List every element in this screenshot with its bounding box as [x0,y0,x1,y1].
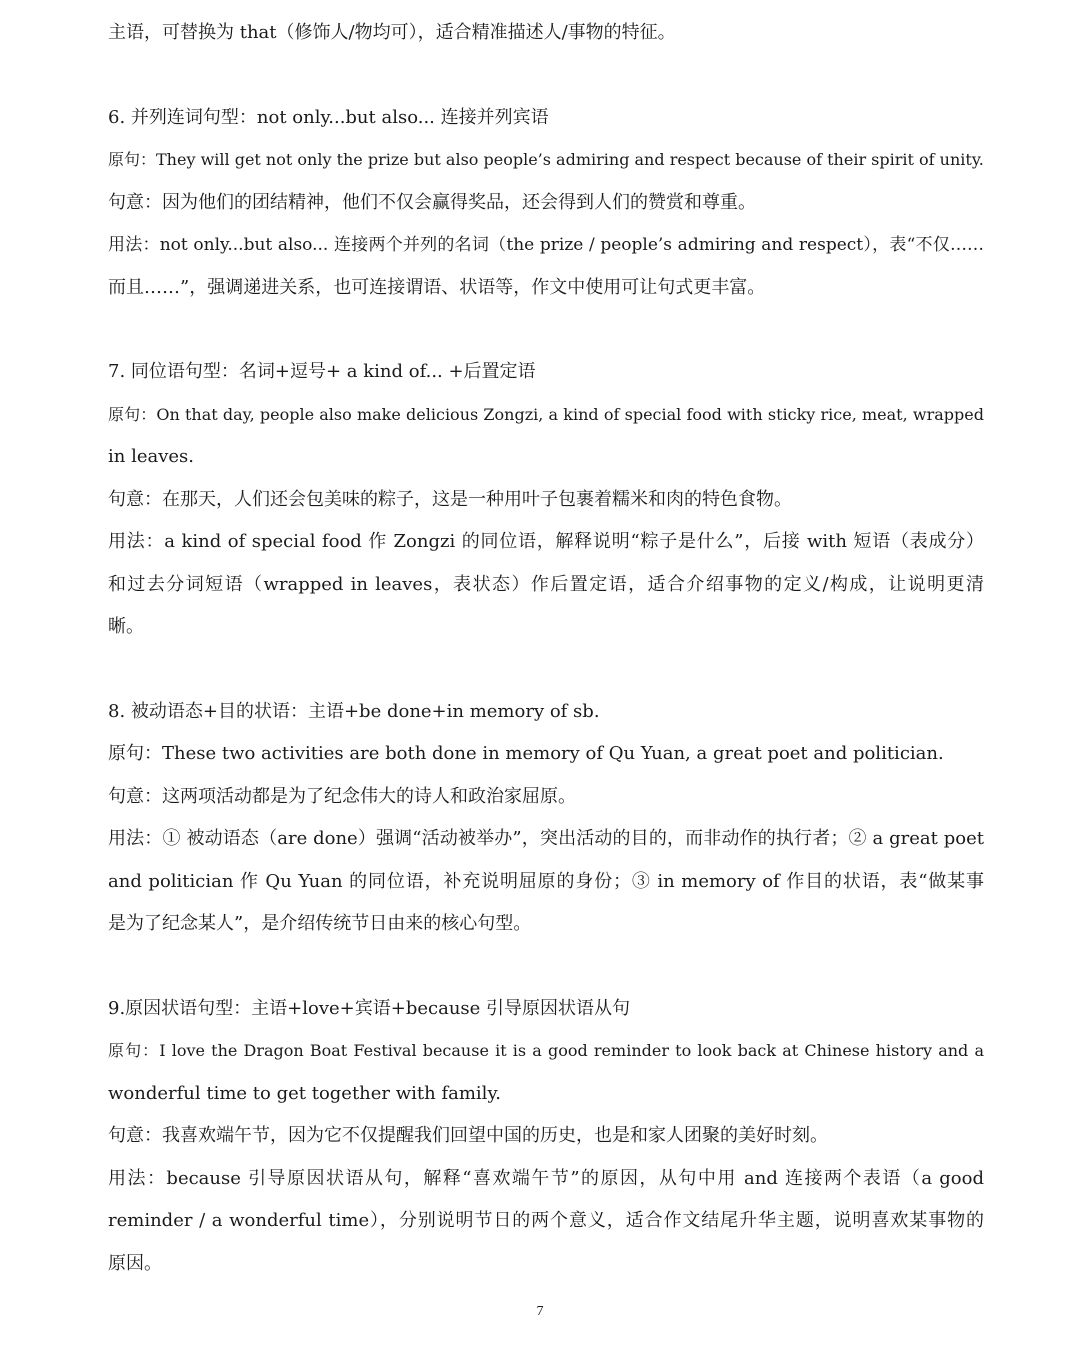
sentence-meaning: 句意：这两项活动都是为了纪念伟大的诗人和政治家屈原。 [108,785,576,807]
sentence-meaning: 句意：因为他们的团结精神，他们不仅会赢得奖品，还会得到人们的赞赏和尊重。 [108,191,756,213]
sentence-meaning: 句意：我喜欢端午节，因为它不仅提醒我们回望中国的历史，也是和家人团聚的美好时刻。 [108,1125,828,1146]
usage-line: 用法：not only...but also... 连接两个并列的名词（the prize / people’s admiring and respect），表“不仅…… [108,235,984,255]
sentence-meaning: 句意：在那天，人们还会包美味的粽子，这是一种用叶子包裹着糯米和肉的特色食物。 [108,488,792,510]
usage-line: 而且……”，强调递进关系，也可连接谓语、状语等，作文中使用可让句式更丰富。 [108,276,766,298]
section-heading: 6. 并列连词句型：not only...but also... 连接并列宾语 [108,106,549,128]
section-8 [108,691,984,946]
original-sentence: in leaves. [108,446,194,467]
usage-line: 用法：① 被动语态（are done）强调“活动被举办”，突出活动的目的，而非动作的执行者；② a great poet [108,828,984,849]
section-7 [108,351,984,649]
section-heading: 9.原因状语句型：主语+love+宾语+because 引导原因状语从句 [108,997,631,1019]
original-sentence: wonderful time to get together with family. [108,1082,501,1104]
section-9 [108,988,984,1286]
original-sentence: 原句：They will get not only the prize but also people’s admiring and respect because of their spirit of unity. [108,150,984,169]
section-heading: 7. 同位语句型：名词+逗号+ a kind of... +后置定语 [108,361,536,382]
usage-line: 用法：because 引导原因状语从句，解释“喜欢端午节”的原因，从句中用 and 连接两个表语（a good [108,1167,984,1189]
usage-line: 原因。 [108,1252,162,1274]
usage-line: 和过去分词短语（wrapped in leaves，表状态）作后置定语，适合介绍事物的定义/构成，让说明更清 [108,573,984,595]
usage-line: 晰。 [108,616,144,637]
document-page [108,0,984,1285]
usage-line: 是为了纪念某人”，是介绍传统节日由来的核心句型。 [108,913,532,934]
usage-line: 用法：a kind of special food 作 Zongzi 的同位语，解释说明“粽子是什么”，后接 with 短语（表成分） [108,531,984,552]
page-number: 7 [536,1304,544,1319]
original-sentence: 原句：I love the Dragon Boat Festival because it is a good reminder to look back at Chinese history and a [108,1041,984,1060]
section-heading: 8. 被动语态+目的状语：主语+be done+in memory of sb. [108,700,600,722]
original-sentence: 原句：These two activities are both done in memory of Qu Yuan, a great poet and politician. [108,743,944,764]
usage-line: and politician 作 Qu Yuan 的同位语，补充说明屈原的身份；③ in memory of 作目的状语，表“做某事 [108,870,984,892]
intro-line: 主语，可替换为 that（修饰人/物均可），适合精准描述人/事物的特征。 [108,22,676,43]
section-6 [108,97,984,310]
usage-line: reminder / a wonderful time），分别说明节日的两个意义，适合作文结尾升华主题，说明喜欢某事物的 [108,1210,984,1231]
original-sentence: 原句：On that day, people also make delicious Zongzi, a kind of special food with sticky rice, meat, wrapped [108,404,984,424]
